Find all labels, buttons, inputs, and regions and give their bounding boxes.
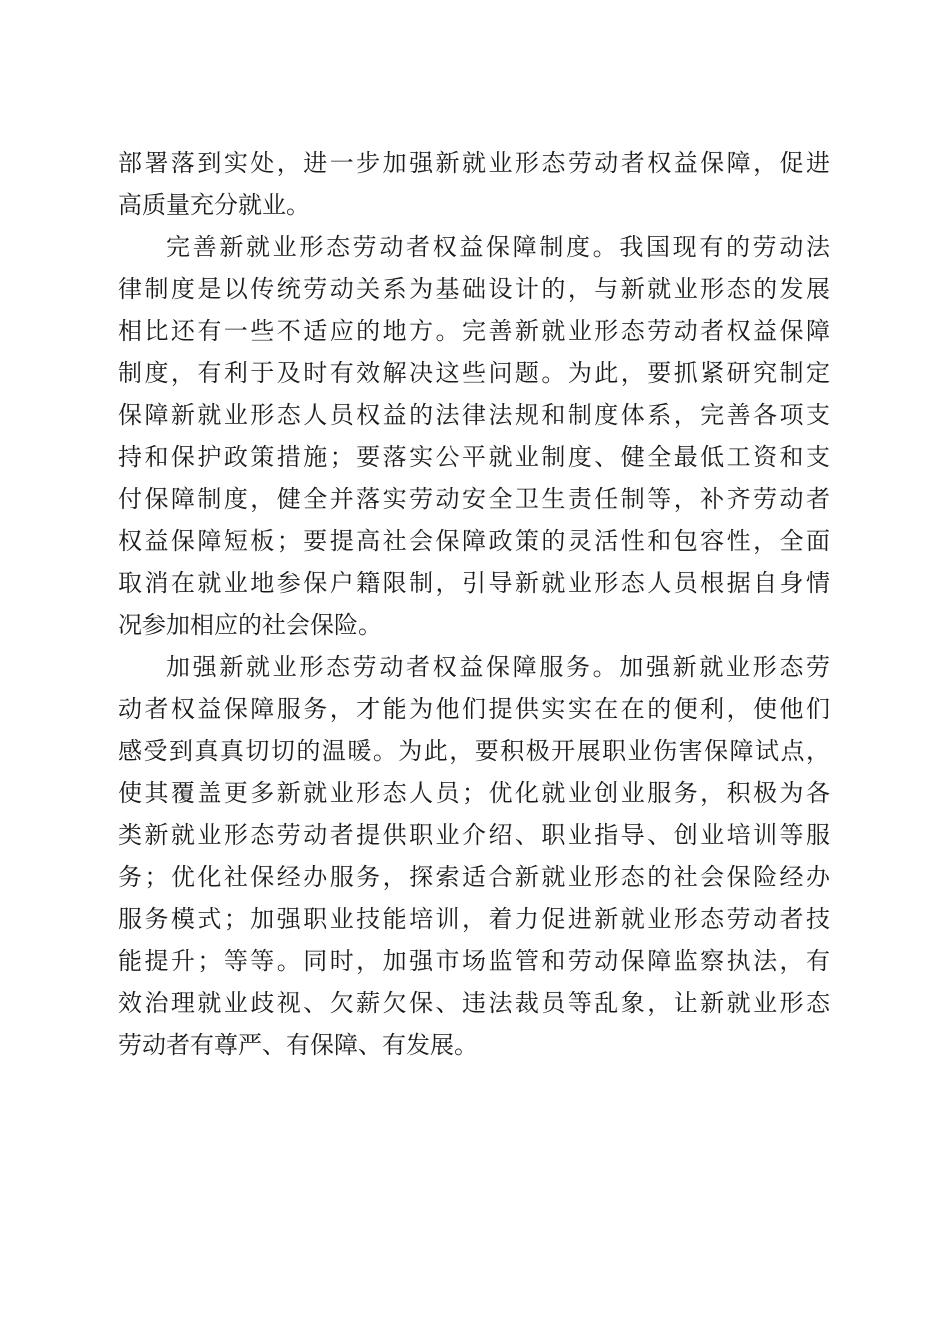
text-line: 制度，有利于及时有效解决这些问题。为此，要抓紧研究制定 — [118, 359, 830, 387]
text-line: 能提升；等等。同时，加强市场监管和劳动保障监察执法，有 — [118, 947, 830, 975]
text-line: 权益保障短板；要提高社会保障政策的灵活性和包容性，全面 — [118, 527, 830, 555]
document-body — [118, 142, 830, 1066]
text-line: 务；优化社保经办服务，探索适合新就业形态的社会保险经办 — [118, 863, 830, 891]
text-line: 部署落到实处，进一步加强新就业形态劳动者权益保障，促进 — [118, 149, 830, 177]
text-line: 完善新就业形态劳动者权益保障制度。我国现有的劳动法 — [166, 233, 830, 261]
text-line: 取消在就业地参保户籍限制，引导新就业形态人员根据自身情 — [118, 569, 830, 597]
text-line: 类新就业形态劳动者提供职业介绍、职业指导、创业培训等服 — [118, 821, 830, 849]
paragraph-1 — [118, 142, 830, 226]
text-line: 持和保护政策措施；要落实公平就业制度、健全最低工资和支 — [118, 443, 830, 471]
paragraph-2 — [118, 226, 830, 646]
text-line: 效治理就业歧视、欠薪欠保、违法裁员等乱象，让新就业形态 — [118, 989, 830, 1017]
text-line: 保障新就业形态人员权益的法律法规和制度体系，完善各项支 — [118, 401, 830, 429]
text-line: 相比还有一些不适应的地方。完善新就业形态劳动者权益保障 — [118, 317, 830, 345]
text-line: 劳动者有尊严、有保障、有发展。 — [118, 1031, 478, 1059]
text-line: 高质量充分就业。 — [118, 191, 310, 219]
text-line: 动者权益保障服务，才能为他们提供实实在在的便利，使他们 — [118, 695, 830, 723]
text-line: 加强新就业形态劳动者权益保障服务。加强新就业形态劳 — [166, 653, 830, 681]
text-line: 律制度是以传统劳动关系为基础设计的，与新就业形态的发展 — [118, 275, 830, 303]
text-line: 付保障制度，健全并落实劳动安全卫生责任制等，补齐劳动者 — [118, 485, 830, 513]
text-line: 使其覆盖更多新就业形态人员；优化就业创业服务，积极为各 — [118, 779, 830, 807]
text-line: 服务模式；加强职业技能培训，着力促进新就业形态劳动者技 — [118, 905, 830, 933]
text-line: 感受到真真切切的温暖。为此，要积极开展职业伤害保障试点， — [118, 737, 830, 765]
text-line: 况参加相应的社会保险。 — [118, 611, 382, 639]
paragraph-3 — [118, 646, 830, 1066]
